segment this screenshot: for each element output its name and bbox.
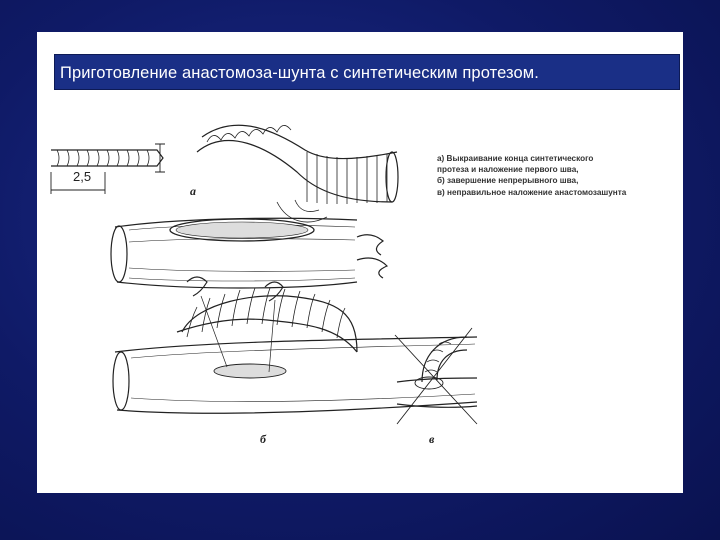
- panel-b-label: б: [260, 432, 266, 446]
- legend-line: а) Выкраивание конца синтетического: [437, 154, 594, 163]
- panel-a-graft: [197, 125, 398, 222]
- legend-line: б) завершение непрерывного шва,: [437, 176, 579, 186]
- graft-sample-drawing: [51, 144, 165, 194]
- panel-v-label: в: [429, 432, 435, 446]
- legend-line: в) неправильное наложение анастомозашунта: [437, 187, 627, 197]
- panel-a-label: а: [190, 184, 196, 198]
- panel-b-vessel: [113, 277, 477, 413]
- slide: [37, 32, 683, 493]
- legend-line: протеза и наложение первого шва,: [437, 165, 579, 175]
- dimension-label: 2,5: [73, 169, 92, 184]
- figure-legend: [437, 153, 681, 198]
- slide-title: Приготовление анастомоза-шунта с синтетическим протезом.: [60, 64, 539, 82]
- panel-v-incorrect: [395, 328, 477, 424]
- panel-a-vessel: [111, 218, 387, 288]
- anastomosis-illustration: [37, 32, 683, 493]
